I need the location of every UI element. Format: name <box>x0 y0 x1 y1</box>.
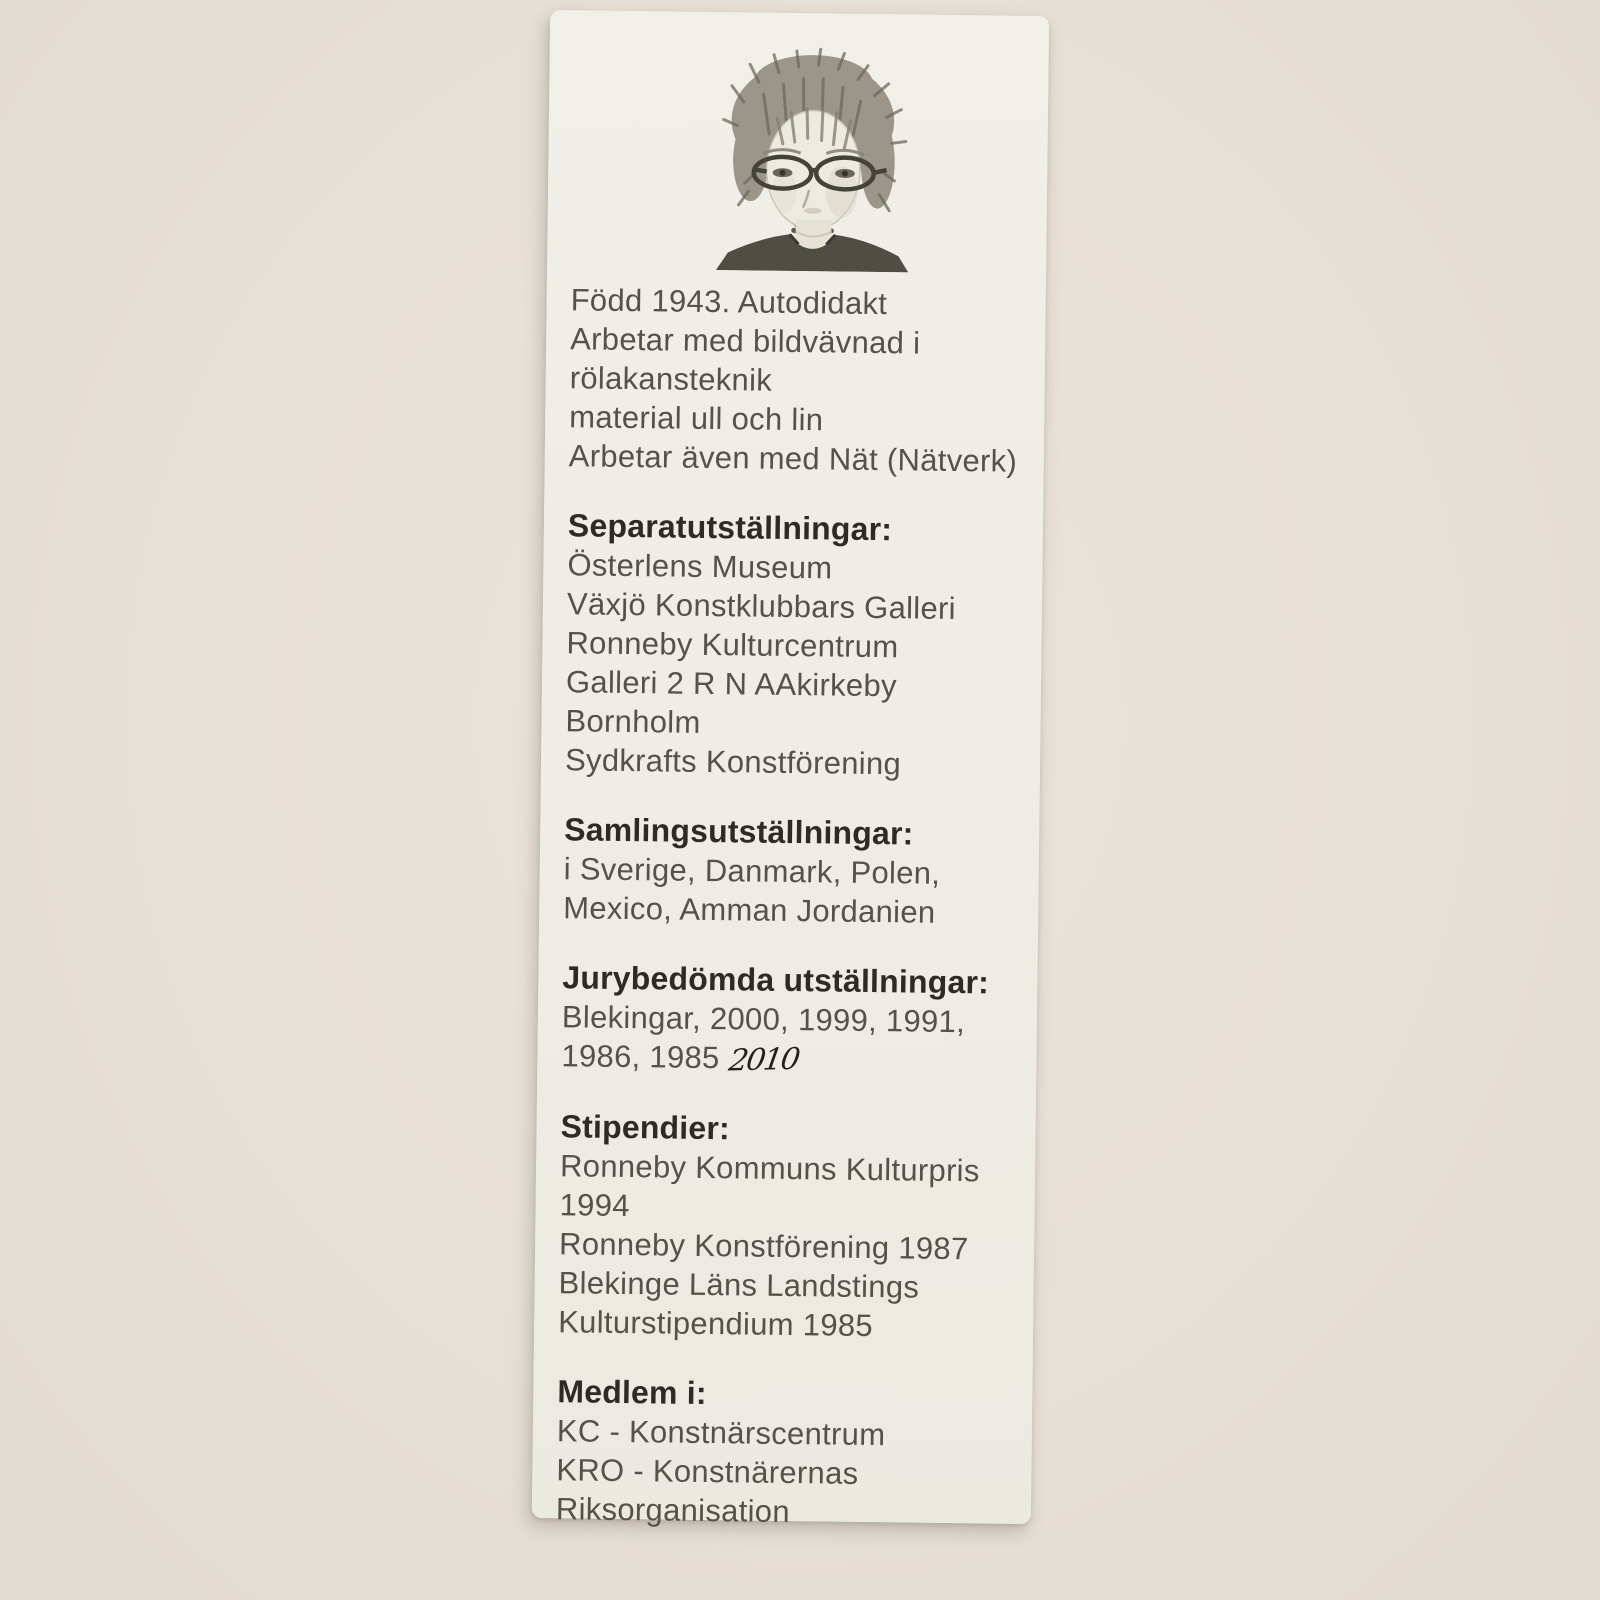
list-item: Blekingar, 2000, 1999, 1991, <box>561 999 966 1040</box>
list-item: KRO - Konstnärernas <box>556 1452 859 1491</box>
list-item: 1986, 1985 2010 <box>561 1038 801 1079</box>
list-item: Kulturstipendium 1985 <box>557 1304 874 1344</box>
list-item: Österlens Museum <box>567 547 833 586</box>
list-item: 1994 <box>559 1187 631 1224</box>
list-item: Ronneby Kulturcentrum <box>566 625 899 665</box>
list-item: Sydkrafts Konstförening <box>564 742 902 782</box>
handwritten-note: 2010 <box>726 1041 801 1079</box>
list-item: Ronneby Kommuns Kulturpris <box>559 1148 980 1189</box>
list-item: i Sverige, Danmark, Polen, <box>563 851 941 891</box>
section-medlem-i <box>556 1372 1015 1534</box>
list-item: Växjö Konstklubbars Galleri <box>566 586 957 627</box>
list-item: Mexico, Amman Jordanien <box>563 890 936 930</box>
list-item: Ronneby Konstförening 1987 <box>558 1226 969 1267</box>
artist-portrait-sketch <box>698 42 927 273</box>
section-jurybedomda-utstallningar <box>561 958 1019 1082</box>
section-heading: Stipendier: <box>560 1108 731 1147</box>
bio-line: material ull och lin <box>569 399 824 438</box>
section-heading: Medlem i: <box>557 1373 707 1412</box>
section-heading: Samlingsutställningar: <box>564 811 914 852</box>
bio-line: rölakansteknik <box>569 360 773 398</box>
section-heading: Separatutställningar: <box>567 507 893 548</box>
artist-cv-card <box>532 10 1049 1530</box>
list-item: Blekinge Läns Landstings <box>558 1265 920 1305</box>
list-item: Galleri 2 R N AAkirkeby Bornholm <box>565 664 897 740</box>
section-samlingsutstallningar <box>563 810 1021 933</box>
section-separatutstallningar <box>565 506 1025 785</box>
bio-line: Arbetar även med Nät (Nätverk) <box>568 438 1018 479</box>
portrait-drawing <box>698 42 927 273</box>
bio-line: Född 1943. Autodidakt <box>570 282 888 322</box>
bio-text <box>569 280 1028 481</box>
list-item: KC - Konstnärscentrum <box>556 1413 886 1453</box>
list-item: Riksorganisation <box>555 1491 791 1530</box>
section-stipendier <box>558 1107 1018 1347</box>
bio-line: Arbetar med bildvävnad i <box>570 321 921 361</box>
section-heading: Jurybedömda utställningar: <box>562 959 990 1001</box>
